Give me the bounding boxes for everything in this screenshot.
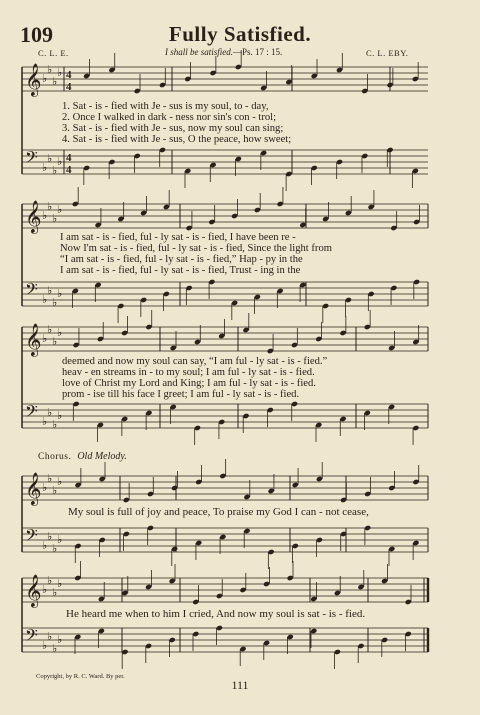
bass-clef: 𝄢 [25, 401, 38, 425]
flat-sign: ♭ [47, 284, 53, 297]
flat-sign: ♭ [52, 542, 58, 555]
flat-sign: ♭ [42, 209, 48, 222]
flat-sign: ♭ [47, 574, 53, 587]
flat-sign: ♭ [47, 152, 53, 165]
flat-sign: ♭ [57, 533, 63, 546]
verse-line: 2. Once I walked in dark - ness nor sin's con - trol; [62, 112, 277, 123]
bass-clef: 𝄢 [25, 525, 38, 549]
flat-sign: ♭ [42, 539, 48, 552]
time-signature: 4 [66, 69, 72, 81]
bass-clef: 𝄢 [25, 625, 38, 649]
flat-sign: ♭ [42, 332, 48, 345]
flat-sign: ♭ [57, 409, 63, 422]
verse-line: love of Christ my Lord and King; I am ful - ly sat - is - fied. [62, 378, 316, 389]
flat-sign: ♭ [52, 75, 58, 88]
flat-sign: ♭ [52, 212, 58, 225]
flat-sign: ♭ [47, 630, 53, 643]
verse-line: 4. Sat - is - fied with Je - sus, O the peace, how sweet; [62, 134, 292, 145]
flat-sign: ♭ [47, 200, 53, 213]
bass-clef: 𝄢 [25, 147, 38, 171]
flat-sign: ♭ [42, 415, 48, 428]
flat-sign: ♭ [57, 475, 63, 488]
verse-line: heav - en streams in - to my soul; I am ful - ly sat - is - fied. [62, 367, 315, 378]
time-signature: 4 [66, 164, 72, 176]
chorus-line: My soul is full of joy and peace, To praise my God I can - not cease, [68, 506, 369, 518]
page-number: 111 [231, 678, 249, 692]
flat-sign: ♭ [52, 335, 58, 348]
chorus-title: Chorus. [38, 452, 72, 462]
flat-sign: ♭ [47, 530, 53, 543]
verse-line: I am sat - is - fied, ful - ly sat - is - fied, Trust - ing in the [60, 265, 301, 276]
flat-sign: ♭ [42, 583, 48, 596]
composer: C. L. EBY. [366, 48, 409, 58]
bass-clef: 𝄢 [25, 279, 38, 303]
chorus-label [38, 451, 127, 462]
flat-sign: ♭ [52, 484, 58, 497]
flat-sign: ♭ [42, 481, 48, 494]
chorus-line: He heard me when to him I cried, And now my soul is sat - is - fied. [66, 608, 366, 620]
verse-line: deemed and now my soul can say, “I am ful - ly sat - is - fied.” [62, 356, 328, 367]
flat-sign: ♭ [47, 63, 53, 76]
flat-sign: ♭ [57, 326, 63, 339]
copyright-notice: Copyright, by R. C. Ward. By per. [36, 673, 125, 680]
flat-sign: ♭ [57, 577, 63, 590]
verse-line: “I am sat - is - fied, ful - ly sat - is - fied,” Hap - py in the [60, 254, 303, 265]
time-signature: 4 [66, 81, 72, 93]
verse-line: Now I'm sat - is - fied, ful - ly sat - is - fied, Since the light from [60, 243, 332, 254]
flat-sign: ♭ [47, 406, 53, 419]
flat-sign: ♭ [57, 633, 63, 646]
scripture-text: I shall be satisfied. [165, 47, 233, 57]
scripture-ref: —Ps. 17 : 15. [233, 47, 283, 57]
flat-sign: ♭ [42, 161, 48, 174]
flat-sign: ♭ [57, 155, 63, 168]
hymn-number: 109 [20, 22, 53, 47]
treble-clef: 𝄞 [25, 574, 42, 607]
words-author: C. L. E. [38, 48, 69, 58]
treble-clef: 𝄞 [25, 472, 42, 505]
flat-sign: ♭ [52, 418, 58, 431]
verse-line: I am sat - is - fied, ful - ly sat - is - fied, I have been re - [60, 232, 296, 243]
chorus-style: Old Melody. [77, 451, 127, 462]
treble-clef: 𝄞 [25, 63, 42, 96]
time-signature: 4 [66, 152, 72, 164]
hymn-title: Fully Satisfied. [168, 22, 312, 46]
flat-sign: ♭ [57, 287, 63, 300]
flat-sign: ♭ [52, 164, 58, 177]
flat-sign: ♭ [52, 586, 58, 599]
flat-sign: ♭ [42, 293, 48, 306]
flat-sign: ♭ [47, 323, 53, 336]
treble-clef: 𝄞 [25, 323, 42, 356]
flat-sign: ♭ [47, 472, 53, 485]
flat-sign: ♭ [42, 72, 48, 85]
flat-sign: ♭ [57, 203, 63, 216]
treble-clef: 𝄞 [25, 200, 42, 233]
flat-sign: ♭ [52, 642, 58, 655]
flat-sign: ♭ [42, 639, 48, 652]
verse-line: prom - ise till his face I greet; I am ful - ly sat - is - fied. [62, 389, 300, 400]
verse-line: 3. Sat - is - fied with Je - sus, now my soul can sing; [62, 123, 284, 134]
verse-line: 1. Sat - is - fied with Je - sus is my soul, to - day, [62, 101, 269, 112]
flat-sign: ♭ [57, 66, 63, 79]
flat-sign: ♭ [52, 296, 58, 309]
